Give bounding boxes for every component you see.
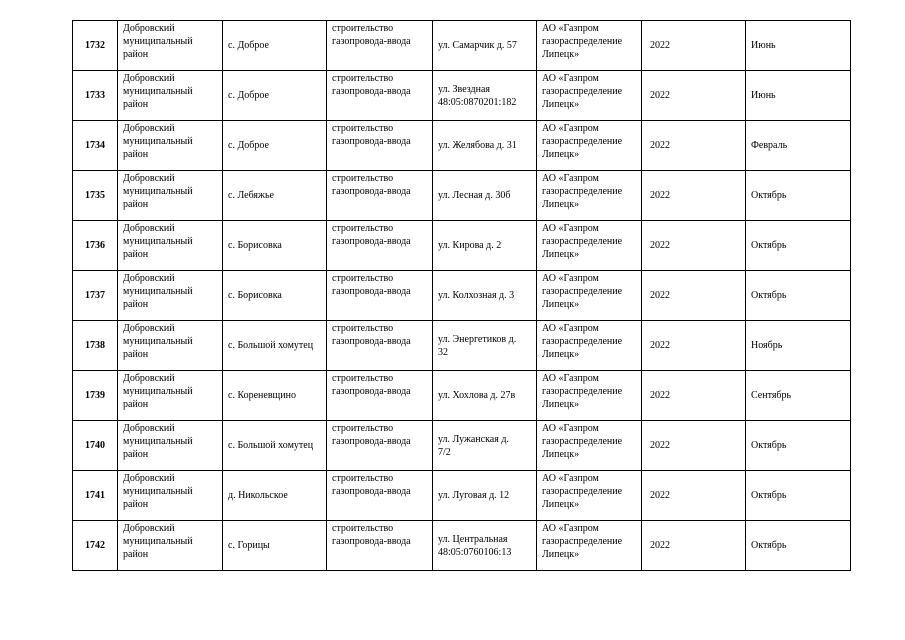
table-row bbox=[73, 321, 851, 371]
month-cell: Ноябрь bbox=[746, 321, 851, 371]
work-type-cell: строительство газопровода-ввода bbox=[327, 221, 433, 271]
month-cell: Сентябрь bbox=[746, 371, 851, 421]
address-cell: ул. Энергетиков д. 32 bbox=[433, 321, 537, 371]
table-row bbox=[73, 271, 851, 321]
address-cell: ул. Хохлова д. 27в bbox=[433, 371, 537, 421]
year-cell: 2022 bbox=[642, 371, 746, 421]
district-cell: Добровский муниципальный район bbox=[118, 271, 223, 321]
row-number: 1733 bbox=[73, 71, 118, 121]
year-cell: 2022 bbox=[642, 71, 746, 121]
settlement-cell: с. Доброе bbox=[223, 121, 327, 171]
month-cell: Октябрь bbox=[746, 421, 851, 471]
year-cell: 2022 bbox=[642, 321, 746, 371]
organization-cell: АО «Газпром газораспределение Липецк» bbox=[537, 271, 642, 321]
settlement-cell: с. Борисовка bbox=[223, 271, 327, 321]
month-cell: Октябрь bbox=[746, 221, 851, 271]
row-number: 1742 bbox=[73, 521, 118, 571]
settlement-cell: с. Доброе bbox=[223, 71, 327, 121]
settlement-cell: д. Никольское bbox=[223, 471, 327, 521]
district-cell: Добровский муниципальный район bbox=[118, 371, 223, 421]
table-row bbox=[73, 171, 851, 221]
settlement-cell: с. Доброе bbox=[223, 21, 327, 71]
gas-pipeline-schedule-table bbox=[72, 20, 851, 571]
month-cell: Июнь bbox=[746, 71, 851, 121]
month-cell: Октябрь bbox=[746, 521, 851, 571]
month-cell: Июнь bbox=[746, 21, 851, 71]
organization-cell: АО «Газпром газораспределение Липецк» bbox=[537, 171, 642, 221]
address-cell: ул. Лужанская д. 7/2 bbox=[433, 421, 537, 471]
table-row bbox=[73, 121, 851, 171]
organization-cell: АО «Газпром газораспределение Липецк» bbox=[537, 521, 642, 571]
year-cell: 2022 bbox=[642, 271, 746, 321]
row-number: 1740 bbox=[73, 421, 118, 471]
table-row bbox=[73, 371, 851, 421]
address-cell: ул. Кирова д. 2 bbox=[433, 221, 537, 271]
organization-cell: АО «Газпром газораспределение Липецк» bbox=[537, 371, 642, 421]
district-cell: Добровский муниципальный район bbox=[118, 421, 223, 471]
organization-cell: АО «Газпром газораспределение Липецк» bbox=[537, 471, 642, 521]
table-row bbox=[73, 421, 851, 471]
year-cell: 2022 bbox=[642, 521, 746, 571]
row-number: 1734 bbox=[73, 121, 118, 171]
row-number: 1737 bbox=[73, 271, 118, 321]
year-cell: 2022 bbox=[642, 221, 746, 271]
address-cell: ул. Самарчик д. 57 bbox=[433, 21, 537, 71]
row-number: 1735 bbox=[73, 171, 118, 221]
row-number: 1736 bbox=[73, 221, 118, 271]
year-cell: 2022 bbox=[642, 471, 746, 521]
organization-cell: АО «Газпром газораспределение Липецк» bbox=[537, 221, 642, 271]
address-cell: ул. Звездная 48:05:0870201:182 bbox=[433, 71, 537, 121]
settlement-cell: с. Борисовка bbox=[223, 221, 327, 271]
district-cell: Добровский муниципальный район bbox=[118, 171, 223, 221]
year-cell: 2022 bbox=[642, 421, 746, 471]
table-row bbox=[73, 471, 851, 521]
work-type-cell: строительство газопровода-ввода bbox=[327, 271, 433, 321]
work-type-cell: строительство газопровода-ввода bbox=[327, 521, 433, 571]
district-cell: Добровский муниципальный район bbox=[118, 321, 223, 371]
work-type-cell: строительство газопровода-ввода bbox=[327, 71, 433, 121]
table-row bbox=[73, 221, 851, 271]
work-type-cell: строительство газопровода-ввода bbox=[327, 371, 433, 421]
row-number: 1738 bbox=[73, 321, 118, 371]
month-cell: Октябрь bbox=[746, 471, 851, 521]
address-cell: ул. Луговая д. 12 bbox=[433, 471, 537, 521]
year-cell: 2022 bbox=[642, 121, 746, 171]
month-cell: Февраль bbox=[746, 121, 851, 171]
month-cell: Октябрь bbox=[746, 271, 851, 321]
organization-cell: АО «Газпром газораспределение Липецк» bbox=[537, 321, 642, 371]
district-cell: Добровский муниципальный район bbox=[118, 521, 223, 571]
settlement-cell: с. Большой хомутец bbox=[223, 321, 327, 371]
table-body bbox=[73, 21, 851, 571]
settlement-cell: с. Горицы bbox=[223, 521, 327, 571]
district-cell: Добровский муниципальный район bbox=[118, 21, 223, 71]
address-cell: ул. Колхозная д. 3 bbox=[433, 271, 537, 321]
work-type-cell: строительство газопровода-ввода bbox=[327, 171, 433, 221]
organization-cell: АО «Газпром газораспределение Липецк» bbox=[537, 421, 642, 471]
organization-cell: АО «Газпром газораспределение Липецк» bbox=[537, 21, 642, 71]
district-cell: Добровский муниципальный район bbox=[118, 121, 223, 171]
row-number: 1739 bbox=[73, 371, 118, 421]
row-number: 1732 bbox=[73, 21, 118, 71]
work-type-cell: строительство газопровода-ввода bbox=[327, 321, 433, 371]
work-type-cell: строительство газопровода-ввода bbox=[327, 471, 433, 521]
table-row bbox=[73, 521, 851, 571]
month-cell: Октябрь bbox=[746, 171, 851, 221]
settlement-cell: с. Большой хомутец bbox=[223, 421, 327, 471]
address-cell: ул. Желябова д. 31 bbox=[433, 121, 537, 171]
settlement-cell: с. Лебяжье bbox=[223, 171, 327, 221]
year-cell: 2022 bbox=[642, 171, 746, 221]
work-type-cell: строительство газопровода-ввода bbox=[327, 121, 433, 171]
table-row bbox=[73, 21, 851, 71]
work-type-cell: строительство газопровода-ввода bbox=[327, 21, 433, 71]
address-cell: ул. Центральная 48:05:0760106:13 bbox=[433, 521, 537, 571]
table-row bbox=[73, 71, 851, 121]
row-number: 1741 bbox=[73, 471, 118, 521]
organization-cell: АО «Газпром газораспределение Липецк» bbox=[537, 121, 642, 171]
district-cell: Добровский муниципальный район bbox=[118, 71, 223, 121]
work-type-cell: строительство газопровода-ввода bbox=[327, 421, 433, 471]
district-cell: Добровский муниципальный район bbox=[118, 221, 223, 271]
district-cell: Добровский муниципальный район bbox=[118, 471, 223, 521]
settlement-cell: с. Кореневщино bbox=[223, 371, 327, 421]
organization-cell: АО «Газпром газораспределение Липецк» bbox=[537, 71, 642, 121]
address-cell: ул. Лесная д. 30б bbox=[433, 171, 537, 221]
year-cell: 2022 bbox=[642, 21, 746, 71]
